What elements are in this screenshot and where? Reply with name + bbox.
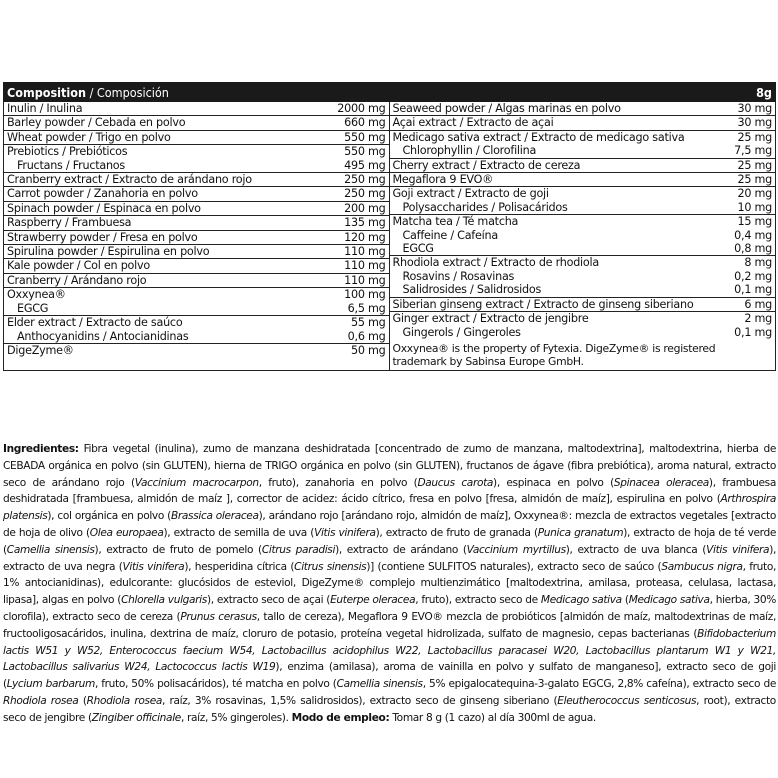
- component-line: [7, 145, 386, 158]
- ingredients-segment: )] (contiene SULFITOS naturales), extracto seco de saúco (: [366, 560, 662, 573]
- component-name: Seaweed powder / Algas marinas en polvo: [392, 102, 621, 115]
- ingredients-segment: , raíz, 3% rosavinas, 1,5% salidrosidos), extracto seco de ginseng siberiano (: [162, 694, 558, 707]
- ingredients-segment: , root), extracto seco de jengibre (: [3, 694, 776, 724]
- species-name: Eleutherococcus senticosus: [557, 694, 697, 707]
- component-name: Spirulina powder / Espirulina en polvo: [7, 245, 210, 259]
- table-row: [4, 344, 389, 357]
- species-name: Medicago sativa: [540, 594, 622, 607]
- component-name: Chlorophyllin / Clorofilina: [402, 144, 537, 158]
- table-title: [7, 85, 169, 100]
- component-amount: 6 mg: [744, 297, 772, 311]
- table-row: [4, 187, 389, 201]
- ingredients-text: [3, 441, 776, 727]
- species-name: Lycium barbarum: [6, 678, 95, 691]
- ingredients-segment: (: [621, 594, 629, 607]
- ingredients-segment: , fruto, 50% polisacáridos), té matcha en polvo (: [94, 678, 337, 691]
- table-row: [4, 231, 389, 245]
- component-line: [7, 274, 386, 287]
- component-name: Rhodiola extract / Extracto de rhodiola: [392, 256, 599, 270]
- ingredients-segment: Fibra vegetal (inulina), zumo de manzana deshidratada [concentrado de zumo de manzana, maltodextrina], maltodextrina, hierba de CEBADA orgánica en polvo (sin GLUTEN), hierna de TRIGO orgánica en polvo (sin GLUTEN), fructanos de ágave (fibra prebiótica), aroma natural, extracto seco de arándano rojo (: [3, 443, 776, 489]
- component-name: Spinach powder / Espinaca en polvo: [7, 201, 201, 215]
- component-line: [393, 116, 773, 129]
- ingredients-label: Ingredientes:: [3, 443, 79, 455]
- species-name: Daucus carota: [417, 476, 494, 489]
- component-amount: 8 mg: [744, 256, 772, 270]
- species-name: Rhodiola rosea: [3, 694, 79, 707]
- species-name: Vitis vinifera: [706, 543, 770, 556]
- component-amount: 30 mg: [737, 116, 772, 130]
- component-name: Wheat powder / Trigo en polvo: [7, 130, 171, 144]
- component-line: [7, 131, 386, 144]
- component-amount: 50 mg: [350, 343, 386, 357]
- table-body: [3, 102, 776, 371]
- table-row: [4, 116, 389, 130]
- species-name: Medicago sativa: [628, 594, 710, 607]
- component-amount: 7,5 mg: [734, 144, 772, 158]
- table-row: [390, 173, 776, 187]
- ingredients-segment: ), extracto de fruto de pomelo (: [94, 543, 262, 556]
- component-amount: 120 mg: [344, 230, 386, 244]
- component-name: Barley powder / Cebada en polvo: [7, 116, 186, 130]
- component-name: Kale powder / Col en polvo: [7, 259, 150, 273]
- species-name: Olea europaea: [89, 526, 164, 539]
- ingredients-segment: ), extracto de arándano (: [335, 543, 467, 556]
- table-row: [390, 131, 776, 159]
- ingredients-segment: , tallo de cereza), Megaflora 9 EVO® mezcla de probióticos [almidón de maíz, maltodextrinas de maíz, fructooligosacáridos, inulina, dextrina de maíz, cloruro de potasio, proteína vegetal hidrolizada, sulfato de magnesio, cepas bacterianas (: [3, 610, 776, 640]
- component-line: [7, 316, 386, 329]
- component-name: Polysaccharides / Polisacáridos: [402, 200, 568, 214]
- component-amount: 0,8 mg: [734, 242, 772, 256]
- component-line: [7, 202, 386, 215]
- ingredients-segment: , hierba, 30% clorofila), extracto seco de cereza (: [3, 594, 776, 623]
- component-name: Siberian ginseng extract / Extracto de ginseng siberiano: [392, 297, 694, 311]
- component-amount: 0,1 mg: [734, 283, 772, 297]
- table-row: [390, 256, 776, 297]
- table-title-rest: / Composición: [86, 84, 169, 100]
- species-name: Citrus sinensis: [294, 560, 367, 573]
- component-line: [7, 116, 386, 129]
- component-amount: 0,6 mg: [347, 329, 386, 343]
- component-name: Cranberry / Arándano rojo: [7, 273, 147, 287]
- component-amount: 6,5 mg: [347, 301, 386, 315]
- component-name: DigeZyme®: [7, 343, 74, 357]
- species-name: Chlorella vulgaris: [121, 594, 207, 607]
- component-amount: 660 mg: [344, 116, 386, 130]
- component-line: [393, 298, 773, 311]
- ingredients-segment: , fruto, 1% antocianidinas), edulcorante: glucósidos de esteviol, DigeZyme® complejo multienzimático [maltodextrina, amilasa, proteasa, celulasa, lactasa, lipasa], algas en polvo (: [3, 560, 776, 607]
- sub-component-line: [7, 302, 386, 315]
- composition-table: [3, 82, 776, 371]
- ingredients-segment: ), espinaca en polvo (: [493, 476, 614, 489]
- component-name: Salidrosides / Salidrosidos: [402, 283, 542, 297]
- table-row: [4, 316, 389, 344]
- right-column: [390, 102, 776, 370]
- ingredients-segment: ), arándano rojo [arándano rojo, almidón de maíz], Oxxynea®: mezcla de extractos vegetales [extracto de hoja de olivo (: [3, 510, 776, 539]
- table-row: [390, 116, 776, 130]
- component-line: [7, 231, 386, 244]
- component-name: Medicago sativa extract / Extracto de medicago sativa: [392, 130, 685, 144]
- right-column-rows: [390, 102, 776, 339]
- table-row: [4, 259, 389, 273]
- species-name: Euterpe oleracea: [330, 594, 416, 607]
- component-amount: 25 mg: [737, 130, 772, 144]
- component-amount: 10 mg: [737, 200, 772, 214]
- left-column: [4, 102, 390, 370]
- component-line: [393, 102, 773, 115]
- ingredients-segment: (: [78, 694, 87, 707]
- ingredients-segment: ), extracto de uva negra (: [3, 543, 776, 573]
- component-line: [7, 173, 386, 186]
- species-name: Bifidobacterium lactis W51 y W52, Enterococcus faecium W54, Lactobacillus acidophilus W22, Lactobacillus paracasei W20, Lactobacillus plantarum W1 y W21, Lactobacillus salivarius W24, Lactococcus lactis W19: [3, 627, 776, 674]
- species-name: Citrus paradisi: [261, 543, 336, 556]
- sub-component-line: [393, 283, 773, 296]
- component-name: Goji extract / Extracto de goji: [392, 187, 549, 201]
- table-row: [4, 173, 389, 187]
- species-name: Brassica oleracea: [170, 510, 259, 523]
- ingredients-segment: ), hesperidina cítrica (: [184, 560, 295, 573]
- species-name: Prunus cerasus: [180, 610, 257, 623]
- component-amount: 110 mg: [344, 245, 386, 259]
- component-amount: 20 mg: [737, 187, 772, 201]
- component-name: EGCG: [17, 301, 49, 315]
- ingredients-segment: ), enzima (amilasa), aroma de vainilla en polvo y sulfato de manganeso], extracto seco de goji (: [3, 661, 776, 691]
- table-header: [3, 82, 776, 102]
- species-name: Rhodiola rosea: [86, 694, 162, 707]
- component-name: EGCG: [402, 242, 434, 256]
- ingredients-segment: ), extracto de uva blanca (: [565, 543, 707, 556]
- species-name: Zingiber officinale: [91, 711, 181, 724]
- table-row: [390, 102, 776, 116]
- component-amount: 250 mg: [344, 173, 386, 187]
- trademark-note: Oxxynea® is the property of Fytexia. DigeZyme® is registered trademark by Sabinsa Europe GmbH.: [392, 341, 716, 368]
- component-line: [7, 288, 386, 301]
- sub-component-line: [393, 201, 773, 214]
- component-line: [7, 259, 386, 272]
- component-line: [7, 216, 386, 229]
- component-amount: 2 mg: [744, 312, 772, 326]
- table-row: [390, 312, 776, 339]
- component-name: Carrot powder / Zanahoria en polvo: [7, 187, 198, 201]
- component-amount: 55 mg: [350, 316, 386, 330]
- component-amount: 30 mg: [737, 102, 772, 115]
- component-name: Ginger extract / Extracto de jengibre: [392, 312, 589, 326]
- component-name: Prebiotics / Prebióticos: [7, 145, 128, 159]
- table-title-bold: Composition: [7, 84, 86, 100]
- component-name: Fructans / Fructanos: [17, 158, 125, 172]
- species-name: Sambucus nigra: [661, 560, 743, 573]
- species-name: Vaccinium macrocarpon: [134, 476, 259, 489]
- component-name: Rosavins / Rosavinas: [402, 269, 515, 283]
- ingredients-segment: , fruto), zanahoria en polvo (: [258, 476, 418, 489]
- component-name: Anthocyanidins / Antocianidinas: [17, 329, 189, 343]
- table-row: [4, 131, 389, 145]
- sub-component-line: [393, 229, 773, 242]
- table-row: [4, 216, 389, 230]
- species-name: Vitis vinifera: [314, 526, 376, 539]
- component-line: [393, 215, 773, 228]
- component-line: [7, 102, 386, 115]
- sub-component-line: [393, 326, 773, 339]
- component-amount: 100 mg: [344, 288, 386, 302]
- component-line: [393, 256, 773, 269]
- table-row: [4, 202, 389, 216]
- sub-component-line: [393, 270, 773, 283]
- component-amount: 495 mg: [344, 158, 386, 172]
- component-line: [393, 159, 773, 172]
- ingredients-segment: ), col orgánica en polvo (: [47, 510, 171, 523]
- component-name: Cranberry extract / Extracto de arándano rojo: [7, 173, 252, 187]
- sub-component-line: [393, 144, 773, 157]
- component-amount: 0,1 mg: [734, 325, 772, 339]
- component-amount: 2000 mg: [337, 102, 386, 115]
- sub-component-line: [7, 159, 386, 172]
- species-name: Camellia sinensis: [336, 678, 423, 691]
- table-row: [4, 245, 389, 259]
- ingredients-segment: ), extracto de semilla de uva (: [163, 526, 315, 539]
- component-line: [393, 131, 773, 144]
- component-amount: 25 mg: [737, 158, 772, 172]
- component-name: Oxxynea®: [7, 288, 66, 302]
- sub-component-line: [7, 330, 386, 343]
- table-row: [390, 298, 776, 312]
- table-row: [4, 102, 389, 116]
- species-name: Spinacea oleracea: [613, 476, 709, 489]
- component-amount: 25 mg: [737, 173, 772, 187]
- ingredients-segment: , 5% epigalocatequina-3-galato EGCG, 2,8% cafeína), extracto seco de: [422, 678, 777, 691]
- component-amount: 135 mg: [344, 216, 386, 230]
- component-name: Raspberry / Frambuesa: [7, 216, 132, 230]
- component-line: [393, 312, 773, 325]
- ingredients-segment: ), extracto seco de açai (: [206, 594, 331, 607]
- species-name: Arthrospira platensis: [3, 493, 776, 523]
- species-name: Vitis vinifera: [122, 560, 185, 573]
- component-name: Strawberry powder / Fresa en polvo: [7, 230, 198, 244]
- component-line: [393, 173, 773, 186]
- component-amount: 550 mg: [344, 130, 386, 144]
- component-amount: 0,2 mg: [734, 269, 772, 283]
- ingredients-segment: ), extracto de hoja de té verde (: [3, 526, 777, 556]
- table-row: [4, 288, 389, 316]
- ingredients-segment: ), frambuesa deshidratada [frambuesa, almidón de maíz ], corrector de acidez: ácido cítrico, fresa en polvo [fresa, almidón de maíz], espirulina en polvo (: [3, 476, 776, 506]
- component-amount: 15 mg: [737, 215, 772, 229]
- ingredients-segment: Tomar 8 g (1 cazo) al día 300ml de agua.: [389, 711, 596, 724]
- table-row: [390, 159, 776, 173]
- table-row: [390, 215, 776, 256]
- component-amount: 250 mg: [344, 187, 386, 201]
- component-amount: 550 mg: [344, 145, 386, 159]
- component-name: Matcha tea / Té matcha: [392, 215, 519, 229]
- component-line: [393, 187, 773, 200]
- component-amount: 200 mg: [344, 201, 386, 215]
- ingredients-segment: , fruto), extracto seco de: [415, 594, 541, 607]
- component-name: Inulin / Inulina: [7, 102, 83, 115]
- sub-component-line: [393, 242, 773, 255]
- component-amount: 110 mg: [344, 259, 386, 273]
- component-line: [7, 187, 386, 200]
- component-name: Caffeine / Cafeína: [402, 228, 498, 242]
- component-name: Megaflora 9 EVO®: [392, 173, 494, 187]
- species-name: Punica granatum: [537, 526, 624, 539]
- table-row: [4, 274, 389, 288]
- component-amount: 0,4 mg: [734, 228, 772, 242]
- component-name: Cherry extract / Extracto de cereza: [392, 158, 581, 172]
- table-row: [390, 187, 776, 215]
- species-name: Vaccinium myrtillus: [466, 543, 566, 556]
- serving-size: 8g: [756, 84, 772, 100]
- component-amount: 110 mg: [344, 273, 386, 287]
- species-name: Camellia sinensis: [6, 543, 95, 556]
- component-name: Gingerols / Gingeroles: [402, 325, 521, 339]
- component-line: [7, 245, 386, 258]
- ingredients-segment: , raíz, 5% gingeroles).: [180, 711, 292, 724]
- table-row: [4, 145, 389, 173]
- component-line: [7, 344, 386, 357]
- component-name: Elder extract / Extracto de saúco: [7, 316, 183, 330]
- component-name: Açai extract / Extracto de açai: [392, 116, 554, 130]
- usage-label: Modo de empleo:: [291, 711, 390, 724]
- ingredients-segment: ), extracto de fruto de granada (: [375, 526, 538, 539]
